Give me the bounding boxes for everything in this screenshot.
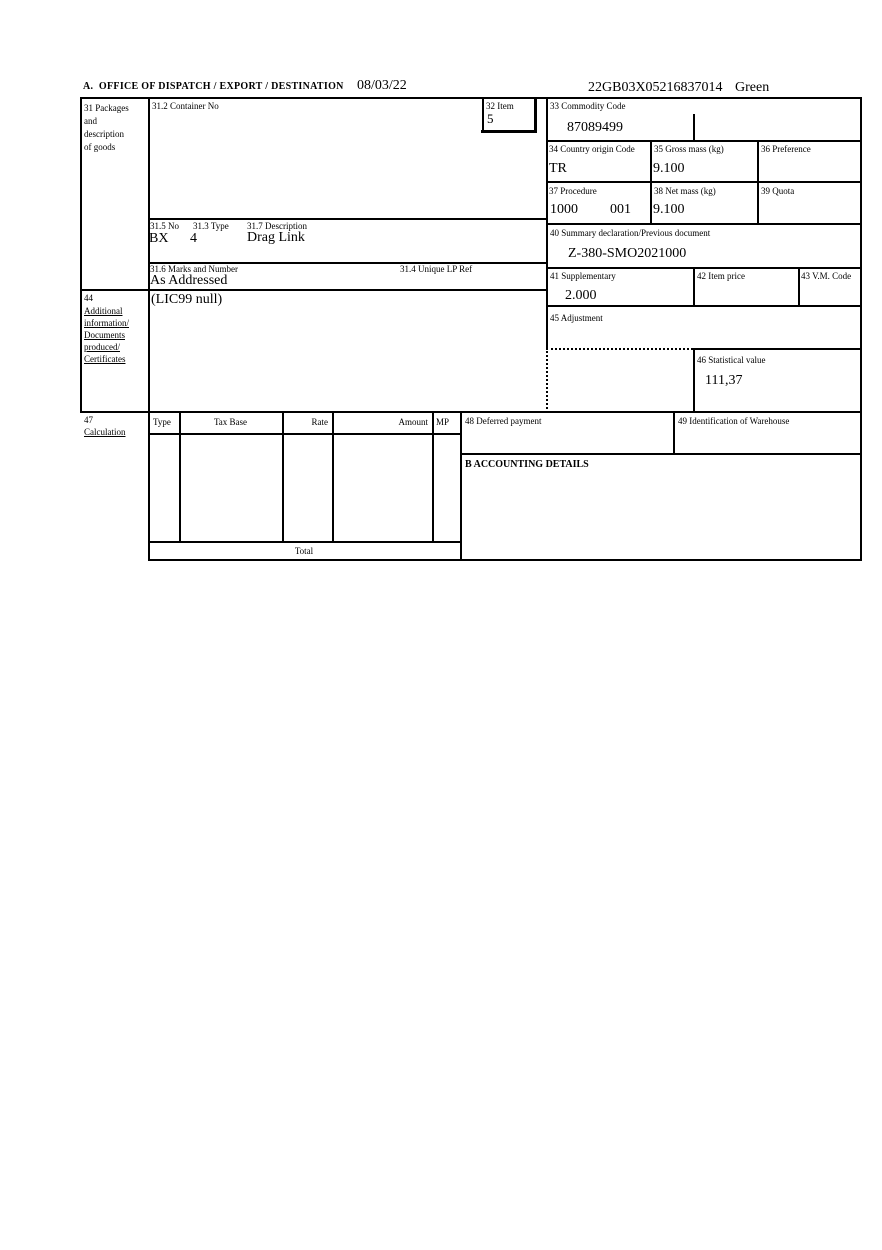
border-right — [860, 97, 862, 561]
marks-numbers-label: 31.6 Marks and Number — [150, 264, 238, 274]
calc-col-type: Type — [153, 417, 171, 427]
divider-calc-body-bottom — [148, 541, 460, 543]
dispatch-date: 08/03/22 — [357, 78, 407, 93]
preference-label: 36 Preference — [761, 144, 811, 154]
declaration-reference: 22GB03X05216837014 — [588, 80, 723, 95]
divider-48-49 — [673, 411, 675, 455]
procedure-value-2: 001 — [610, 202, 631, 217]
commodity-code-value: 87089499 — [567, 120, 623, 135]
border-left — [80, 97, 82, 413]
warehouse-id-label: 49 Identification of Warehouse — [678, 416, 790, 426]
calc-total-label: Total — [294, 546, 314, 556]
divider-315-row-top — [148, 218, 548, 220]
statistical-value-label: 46 Statistical value — [697, 355, 766, 365]
divider-calc-col-1 — [179, 411, 181, 543]
summary-declaration-label: 40 Summary declaration/Previous document — [550, 228, 711, 238]
adjustment-label: 45 Adjustment — [550, 313, 603, 323]
border-label-column — [148, 97, 150, 561]
divider-44-bottom — [80, 411, 862, 413]
section-a-title: A. OFFICE OF DISPATCH / EXPORT / DESTINATION — [83, 81, 344, 92]
border-center-divider-dotted — [546, 348, 548, 413]
calc-col-mp: MP — [436, 417, 450, 427]
divider-calc-col-4 — [432, 411, 434, 543]
calc-col-rate: Rate — [311, 417, 328, 427]
supplementary-units-label: 41 Supplementary — [550, 271, 616, 281]
divider-bottom — [148, 559, 862, 561]
divider-calc-col-3 — [332, 411, 334, 543]
country-origin-value: TR — [549, 161, 567, 176]
divider-calc-col-2 — [282, 411, 284, 543]
gross-mass-label: 35 Gross mass (kg) — [654, 144, 724, 154]
item-number-label: 32 Item — [486, 101, 514, 111]
border-center-divider — [546, 97, 548, 350]
divider-48-row-bottom — [460, 453, 862, 455]
divider-top — [80, 97, 862, 99]
box31-label: 31 Packages and description of goods — [84, 103, 129, 152]
packages-type-value: 4 — [190, 231, 197, 246]
box44-label: Additional information/ Documents produced/ Certificates — [84, 306, 129, 364]
divider-41-row-bottom — [546, 305, 862, 307]
goods-description-value: Drag Link — [247, 230, 305, 245]
additional-information-value: (LIC99 null) — [151, 292, 223, 307]
container-no-label: 31.2 Container No — [152, 101, 219, 111]
box44-number: 44 — [84, 293, 93, 303]
divider-31-44 — [80, 289, 548, 291]
marks-numbers-value: As Addressed — [150, 273, 228, 288]
net-mass-value: 9.100 — [653, 202, 685, 217]
divider-46-top — [693, 348, 862, 350]
border-item-box-left — [482, 97, 484, 133]
item-number-value: 5 — [487, 111, 494, 126]
item-price-label: 42 Item price — [697, 271, 745, 281]
divider-42-43 — [798, 267, 800, 307]
divider-35-36 — [757, 140, 759, 225]
border-48-left — [460, 411, 462, 560]
gross-mass-value: 9.100 — [653, 161, 685, 176]
packages-no-value: BX — [149, 231, 169, 246]
deferred-payment-label: 48 Deferred payment — [465, 416, 542, 426]
goods-description-label: 31.7 Description — [247, 221, 307, 231]
divider-33-bottom — [546, 140, 862, 142]
supplementary-units-value: 2.000 — [565, 288, 597, 303]
divider-item-box-bottom — [481, 130, 537, 133]
border-item-box-right — [534, 97, 537, 133]
accounting-details-label: B ACCOUNTING DETAILS — [465, 459, 589, 470]
net-mass-label: 38 Net mass (kg) — [654, 186, 716, 196]
divider-calc-header-bottom — [148, 433, 460, 435]
procedure-label: 37 Procedure — [549, 186, 597, 196]
unique-lp-ref-label: 31.4 Unique LP Ref — [400, 264, 473, 274]
commodity-code-label: 33 Commodity Code — [550, 101, 626, 111]
calc-col-amount: Amount — [398, 417, 428, 427]
routing-status: Green — [735, 80, 770, 95]
statistical-value-value: 111,37 — [705, 373, 743, 388]
divider-41-42 — [693, 267, 695, 307]
procedure-value-1: 1000 — [550, 202, 578, 217]
divider-45-bottom-dotted — [546, 348, 693, 350]
quota-label: 39 Quota — [761, 186, 795, 196]
divider-40-bottom — [546, 267, 862, 269]
divider-33-inner — [693, 114, 695, 142]
country-origin-label: 34 Country origin Code — [549, 144, 635, 154]
calc-col-tax-base: Tax Base — [213, 417, 248, 427]
box47-label: Calculation — [84, 427, 126, 437]
divider-34-35 — [650, 140, 652, 225]
divider-37-row-bottom — [546, 223, 862, 225]
packages-type-label: 31.3 Type — [193, 221, 229, 231]
summary-declaration-value: Z-380-SMO2021000 — [568, 246, 687, 261]
box47-number: 47 — [84, 415, 93, 425]
border-46-left — [693, 348, 695, 413]
vm-code-label: 43 V.M. Code — [801, 271, 852, 281]
packages-no-label: 31.5 No — [150, 221, 179, 231]
divider-34-row-bottom — [546, 181, 862, 183]
